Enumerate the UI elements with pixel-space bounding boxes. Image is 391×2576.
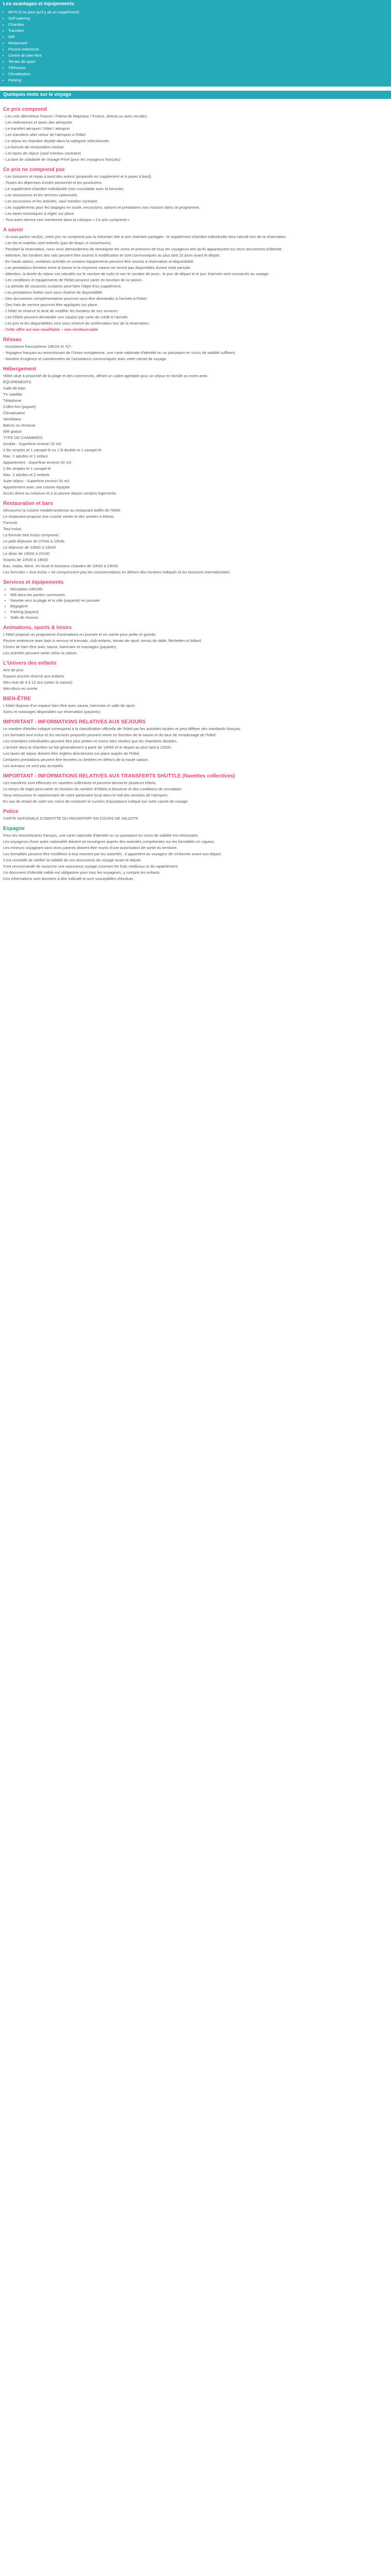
section-paragraph: Les formules tout inclus et les services proposés peuvent varier en fonction de la saison et du taux de remplissage de l'hôtel. [3, 733, 217, 737]
section-paragraph: L'hôtel dispose d'un espace bien-être avec sauna, hammam et salle de sport. [3, 703, 136, 708]
section-paragraph: 2 lits simples et 1 canapé-lit [3, 466, 51, 471]
section-paragraph: Les formules « tout inclus » ne comprennent pas les consommations en dehors des horaires indiqués et les boissons internationales. [3, 570, 231, 574]
equipements-list [3, 9, 388, 83]
section-heading: IMPORTANT - INFORMATIONS RELATIVES AUX TRANSFERTS SHUTTLE (Navettes collectives) [3, 773, 235, 779]
equipements-header: Les avantages et équipements [0, 0, 391, 8]
section-heading: L'Univers des enfants [3, 660, 57, 666]
section-paragraph: Vous retrouverez le représentant de notre partenaire local dans le hall des arrivées de l'aéroport. [3, 793, 169, 798]
section-heading: Espagne [3, 826, 25, 832]
list-item: • Navette vers la plage et la ville (payante) en journée [10, 598, 388, 603]
section-paragraph: L'hôtel propose un programme d'animations en journée et en soirée pour petits et grands. [3, 632, 157, 637]
section-paragraph: Appartement : Superficie environ 42 m2 [3, 460, 72, 465]
section-paragraph: Les voyageurs d'une autre nationalité doivent se renseigner auprès des autorités compétentes sur les formalités en vigueur. [3, 839, 215, 844]
section-paragraph: - Les prestations fermées entre la basse et la moyenne saison ne seront pas disponibles durant cette période. [3, 265, 191, 270]
section-paragraph: Max. 2 adultes et 2 enfants [3, 472, 50, 477]
section-paragraph: - Attention, les horaires des vols peuvent être soumis à modification et sont communiqués au plus tard 10 jours avant le départ. [3, 253, 221, 258]
section-paragraph: Balcon ou terrasse [3, 423, 36, 428]
section-paragraph: Les activités peuvent varier selon la saison. [3, 651, 78, 655]
section-paragraph: - Toutes les dépenses d'ordre personnel et les pourboires. [3, 180, 103, 185]
section-paragraph: Mini-club de 4 à 12 ans (selon la saison) [3, 680, 73, 685]
section-paragraph: Téléphone [3, 398, 22, 403]
section-paragraph: - Les excursions et les activités, sauf mention contraire. [3, 199, 99, 204]
section-paragraph: Ces informations sont données à titre indicatif et sont susceptibles d'évoluer. [3, 876, 134, 881]
section-paragraph: Max. 2 adultes et 1 enfant [3, 454, 48, 459]
section-paragraph: Eau, sodas, bière, vin local et boissons chaudes de 10h00 à 23h00 [3, 564, 118, 568]
section-paragraph: Espace piscine réservé aux enfants [3, 674, 64, 679]
section-paragraph: Le temps de trajet peut varier en fonction du nombre d'hôtels à desservir et des conditions de circulation. [3, 787, 183, 791]
equipement-item: • Wifi [8, 34, 388, 40]
section-paragraph: Double : Superficie environ 32 m2 [3, 442, 61, 446]
section-paragraph: - En haute saison, certaines activités et certains équipements peuvent être soumis à réservation et disponibilité. [3, 259, 194, 264]
section-paragraph: - Voyageur français ou ressortissant de l'Union européenne, une carte nationale d'identité ou un passeport en cours de validité suffisent. [3, 350, 236, 355]
section-paragraph: Centre de bien-être avec sauna, hammam et massages (payants). [3, 645, 117, 649]
section-paragraph: La formule tout inclus comprend : [3, 533, 60, 537]
section-paragraph: Hôtel situé à proximité de la plage et des commerces, offrant un cadre agréable pour un séjour en famille ou entre amis. [3, 374, 208, 378]
section-heading: A savoir [3, 227, 24, 233]
section-paragraph: Piscine extérieure avec bain à remous et transats, club enfants, terrain de sport, tennis de table, fléchettes et billard. [3, 638, 202, 643]
section-paragraph: Certaines prestations peuvent être fermées ou limitées en dehors de la haute saison. [3, 757, 149, 762]
section-paragraph: Suite séjour : Superficie environ 50 m2 [3, 479, 70, 483]
section-paragraph: - Attention, la durée du séjour est calculée sur le nombre de nuits et non le nombre de jours ; le jour de départ et le jour d'arrivée sont consacrés au voyage. [3, 272, 270, 276]
section-paragraph: Il est conseillé de vérifier la validité de vos documents de voyage avant le départ. [3, 858, 142, 862]
section-heading: Hébergement [3, 366, 36, 372]
section-paragraph: Aire de jeux [3, 668, 24, 672]
section-paragraph: Pour les ressortissants français, une carte nationale d'identité ou un passeport en cours de validité est nécessaire. [3, 833, 199, 838]
equipement-item: • Wi-Fi (Il se peut qu'il y ait un supplément) [8, 9, 388, 15]
section-paragraph: L'arrivée dans la chambre se fait généralement à partir de 14h00 et le départ au plus tard à 12h00. [3, 745, 172, 750]
section-paragraph: - Les prix et les disponibilités sont sous réserve de confirmation lors de la réservation. [3, 321, 150, 326]
section-paragraph: - Les boissons et repas à bord des avions (proposés en supplément et à payer à bord). [3, 174, 152, 179]
equipement-item: • Transfert [8, 28, 388, 34]
section-paragraph: - Tout autre service non mentionné dans la rubrique « Ce prix comprend » [3, 217, 129, 222]
section-paragraph: 2 lits simples et 1 canapé-lit ou 1 lit double et 1 canapé-lit [3, 448, 102, 452]
section-paragraph: Le petit-déjeuner de 07h00 à 10h30 [3, 539, 64, 544]
section-paragraph: TV satellite [3, 392, 23, 397]
section-paragraph: Climatisation [3, 411, 25, 415]
section-paragraph: Les animaux ne sont pas acceptés. [3, 764, 64, 768]
section-heading: Restauration et bars [3, 501, 53, 506]
section-paragraph: - Les prestations listées sont sous réserve de disponibilité. [3, 290, 103, 295]
section-paragraph: - Le transfert aéroport / hôtel / aéroport [3, 126, 70, 131]
section-paragraph: - Les vols aller/retour France / Palma de Majorque / France, directs ou avec escales [3, 114, 147, 118]
section-paragraph: ÉQUIPEMENTS [3, 380, 31, 384]
section-paragraph: Le déjeuner de 13h00 à 15h00 [3, 545, 56, 550]
section-heading: Services et équipements [3, 580, 64, 585]
section-paragraph: - Le séjour en chambre double dans la catégorie sélectionnée [3, 139, 109, 143]
section-paragraph: Les transferts sont effectués en navettes collectives et peuvent desservir plusieurs hôtels. [3, 781, 157, 785]
equipement-item: • Climatisation [8, 71, 388, 77]
section-paragraph: - L'hôtel se réserve le droit de modifier les horaires de ses services. [3, 309, 119, 313]
section-paragraph: - La taxe de solidarité de Voyage Privé (pour les voyageurs français) [3, 157, 121, 162]
section-paragraph: Salle de bain [3, 386, 26, 391]
section-paragraph: Ventilateur [3, 417, 22, 421]
section-paragraph: - Les lits et matelas sont enlevés (pas de draps ni couvertures). [3, 241, 112, 245]
equipements-panel [0, 8, 391, 87]
equipement-item: • Restaurant [8, 40, 388, 46]
section-paragraph: - Les suppléments pour les bagages en soute, excursions, options et prestations non incluses dans ce programme. [3, 205, 200, 210]
section-paragraph: - Les transferts aller-retour de l'aéroport à l'hôtel [3, 132, 86, 137]
section-heading: Ce prix ne comprend pas [3, 167, 65, 173]
section-paragraph: Snacks de 10h30 à 18h00 [3, 557, 48, 562]
section-paragraph: Appartement avec une cuisine équipée [3, 485, 70, 489]
equipement-item: • Chambre [8, 22, 388, 28]
section-paragraph: Accès direct au solarium et à la piscine depuis certains logements. [3, 491, 117, 496]
equipement-item: • Centre de bien-être [8, 53, 388, 59]
section-paragraph: - La formule de restauration choisie [3, 145, 64, 149]
section-paragraph: Les taxes de séjour doivent être réglées directement sur place auprès de l'hôtel. [3, 751, 140, 756]
section-paragraph: Formule [3, 520, 18, 525]
section-list [3, 587, 388, 620]
section-paragraph: - Les taxes de séjour (sauf mention contraire) [3, 151, 81, 156]
list-item: • Parking (payant) [10, 609, 388, 615]
section-paragraph: - Les redevances et taxes des aéroports [3, 120, 72, 125]
list-item: • Bagagerie [10, 604, 388, 609]
list-item: • Réception 24h/24h [10, 587, 388, 592]
section-paragraph: - Les conditions et équipements de l'hôtel peuvent varier en fonction de la saison. [3, 278, 143, 282]
section-paragraph: Il est recommandé de souscrire une assurance voyage couvrant les frais médicaux et de rapatriement. [3, 864, 179, 869]
section-heading: Ce prix comprend [3, 107, 47, 112]
section-paragraph: Coffre-fort (payant) [3, 404, 36, 409]
section-paragraph: - Des frais de service pourront être appliqués sur place. [3, 302, 99, 307]
section-paragraph: CARTE NATIONALE D'IDENTITE OU PASSEPORT EN COURS DE VALIDITE [3, 816, 138, 821]
section-paragraph: - La période de vacances scolaires peut faire l'objet d'un supplément. [3, 284, 122, 289]
section-paragraph: Le restaurant propose une cuisine variée et des soirées à thème. [3, 514, 115, 519]
section-heading: Animations, sports & loisirs [3, 625, 72, 631]
equipement-item: • Parking [8, 77, 388, 83]
section-paragraph: - Les taxes touristiques à régler sur place. [3, 211, 75, 216]
list-item: • Wifi dans les parties communes [10, 592, 388, 598]
section-paragraph: Les formalités peuvent être modifiées à tout moment par les autorités ; il appartient au voyageur de s'informer avant son départ. [3, 852, 222, 856]
section-paragraph: En cas de retard de votre vol, merci de contacter le numéro d'assistance indiqué sur votre carnet de voyage. [3, 799, 189, 804]
section-heading: IMPORTANT - INFORMATIONS RELATIVES AUX SEJOURS [3, 719, 146, 725]
section-paragraph: - Numéro d'urgence et coordonnées de l'assistance communiqués avec votre carnet de voyage. [3, 357, 168, 361]
section-paragraph: Tout inclus [3, 527, 22, 531]
voyage-header: Quelques mots sur le voyage [0, 91, 391, 99]
section-paragraph: Le nombre d'étoiles indiqué correspond à la classification officielle de l'hôtel par les autorités locales et peut différer des standards français. [3, 726, 241, 731]
section-paragraph: - Des documents complémentaires pourront vous être demandés à l'arrivée à l'hôtel. [3, 296, 148, 301]
section-paragraph: - Pendant la réservation, nous vous demanderons de renseigner les noms et prénoms de tous les voyageurs tels qu'ils apparaissent sur leurs documents d'identité. [3, 247, 283, 251]
section-paragraph: - Assistance francophone 24h/24 et 7j/7. [3, 344, 72, 349]
equipement-item: • Terrain de sport [8, 59, 388, 65]
section-heading: BIEN-ÊTRE [3, 696, 31, 702]
section-paragraph: TYPE DE CHAMBRES [3, 435, 43, 440]
section-paragraph: - Le supplément chambre individuelle (non cumulable avec la formule). [3, 187, 125, 191]
section-paragraph: Un document d'identité valide est obligatoire pour tous les voyageurs, y compris les enfants. [3, 870, 161, 875]
section-paragraph: Mini-disco en soirée [3, 686, 38, 691]
section-heading: Police [3, 809, 19, 815]
section-paragraph: Les mineurs voyageant sans leurs parents doivent être munis d'une autorisation de sortie du territoire. [3, 845, 178, 850]
section-paragraph: - Les hôtels peuvent demander une caution par carte de crédit à l'arrivée. [3, 315, 129, 319]
equipement-item: • Télévision [8, 65, 388, 71]
section-paragraph: - Les assurances et les services optionnels. [3, 193, 78, 197]
section-paragraph: - Si vous partez seul(e), votre prix ne comprend pas la réduction liée à une chambre partagée ; le supplément chambre individuelle sera calculé lors de la réservation. [3, 234, 287, 239]
voyage-content [0, 99, 391, 882]
section-paragraph: Découvrez la cuisine méditerranéenne au restaurant buffet de l'hôtel. [3, 508, 121, 513]
list-item: • Salle de réunion [10, 615, 388, 620]
equipement-item: • Piscine extérieure [8, 46, 388, 53]
section-heading: Réseau [3, 337, 22, 343]
section-paragraph: Wifi gratuit [3, 429, 22, 434]
non-modifiable-note: - Cette offre est non modifiable – non remboursable [3, 327, 99, 332]
section-paragraph: Soins et massages disponibles sur réservation (payants). [3, 709, 102, 714]
section-paragraph: Le dîner de 19h00 à 21h30 [3, 551, 50, 556]
equipement-item: • Self-catering [8, 15, 388, 22]
section-paragraph: Les chambres individuelles peuvent être plus petites et moins bien situées que les chambres doubles. [3, 739, 178, 743]
